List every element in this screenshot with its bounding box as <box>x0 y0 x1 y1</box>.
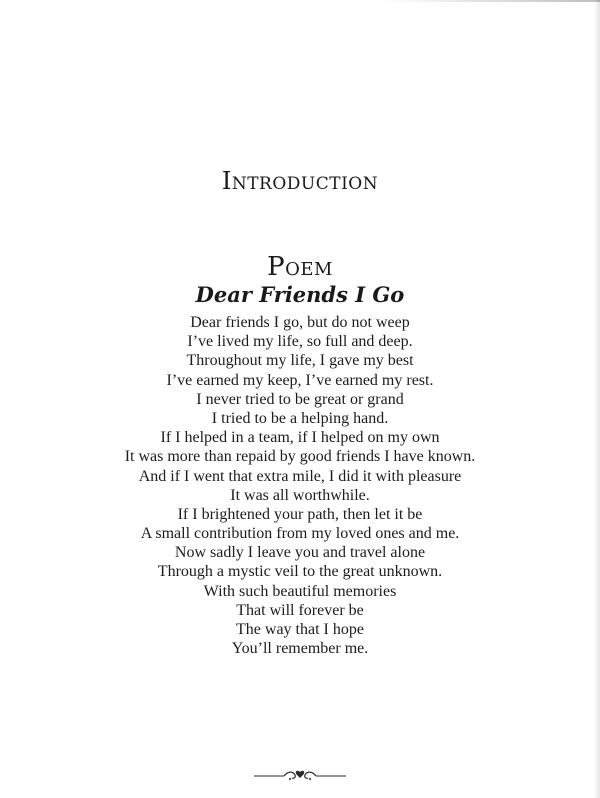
poem-heading: Poem <box>267 252 333 282</box>
poem-line: Now sadly I leave you and travel alone <box>174 544 426 562</box>
poem-line: If I brightened your path, then let it be <box>177 505 423 523</box>
poem-line: Throughout my life, I gave my best <box>186 352 414 370</box>
poem-line: It was more than repaid by good friends I have known. <box>124 448 476 466</box>
poem-title: Dear Friends I Go <box>195 282 405 307</box>
poem-line: The way that I hope <box>236 621 364 638</box>
poem-line: You’ll remember me. <box>231 640 369 658</box>
poem-line: Through a mystic veil to the great unknown. <box>157 563 443 581</box>
poem-line: I never tried to be great or grand <box>196 390 404 408</box>
poem-line: If I helped in a team, if I helped on my own <box>160 429 440 447</box>
poem-body <box>0 313 600 658</box>
poem-line: I’ve lived my life, so full and deep. <box>187 333 413 351</box>
poem-line: It was all worthwhile. <box>230 486 370 504</box>
introduction-heading: Introduction <box>221 167 379 195</box>
decorative-flourish-icon <box>250 768 350 782</box>
scan-edge-top <box>380 0 600 2</box>
poem-line: With such beautiful memories <box>203 582 397 600</box>
poem-line: I tried to be a helping hand. <box>211 409 389 427</box>
poem-line: Dear friends I go, but do not weep <box>190 314 410 331</box>
poem-line: I’ve earned my keep, I’ve earned my rest. <box>166 371 434 389</box>
poem-line: That will forever be <box>236 601 364 619</box>
poem-line: A small contribution from my loved ones and me. <box>140 525 460 543</box>
poem-line: And if I went that extra mile, I did it with pleasure <box>138 467 462 485</box>
